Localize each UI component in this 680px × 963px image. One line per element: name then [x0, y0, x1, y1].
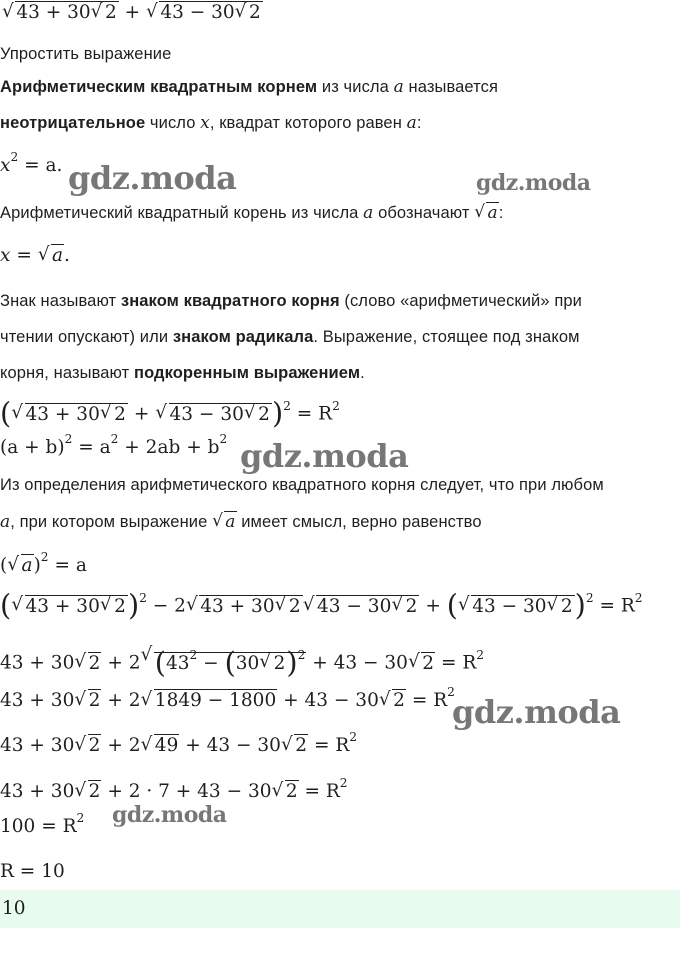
- paragraph-line-2: чтении опускают) или знаком радикала. Выражение, стоящее под знаком: [0, 328, 580, 346]
- equation-step-1: 43 + 30√ 2 + 2√ ($43^2 - (30√$ 2)$^2$ + 43 − 30√ $2 = R^2$: [0, 645, 484, 679]
- equation-root-squared: (√ a)$^2$ = a: [0, 555, 87, 576]
- equation-step-3: 43 + 30√ 2 + 2√ 49 + 43 − 30√ $2 = R^2$: [0, 735, 357, 756]
- equation-step-2: 43 + 30√ 2 + 2√ 1849 − 1800 + 43 − 30√ $2 = R^2$: [0, 690, 455, 711]
- equation-result: R = 10: [0, 861, 65, 882]
- watermark: gdz.moda: [68, 159, 237, 197]
- equation-step-4: 43 + 30√ 2 + 2 · 7 + 43 − 30√ $2 = R^2$: [0, 781, 348, 802]
- formula-square-of-sum: $(a + b)^2 = a^2 + 2ab + b^2$: [0, 432, 228, 458]
- consequence-line-2: a, при котором выражение √ a имеет смысл, верно равенство: [0, 512, 482, 532]
- watermark: gdz.moda: [452, 693, 621, 731]
- equation-expanded: (√ 43 + 30√ 2)$^2$ − 2√ 43 + 30√ 2√ 43 − 30√ 2 + (√ 43 − 30√ $2)^2 = R^2$: [0, 588, 643, 622]
- definition-line-2: неотрицательное число x, квадрат которого равен a:: [0, 113, 422, 133]
- definition-line-1: Арифметическим квадратным корнем из числа a называется: [0, 77, 499, 97]
- paragraph-line-1: Знак называют знаком квадратного корня (слово «арифметический» при: [0, 292, 582, 310]
- answer-panel: [0, 890, 680, 928]
- watermark: gdz.moda: [476, 170, 591, 196]
- equation-x-root: x = √ a.: [0, 245, 70, 266]
- problem-expression: √ 43 + 30√ 2 + √ 43 − 30√ 2: [2, 2, 263, 23]
- answer-value: 10: [2, 898, 26, 919]
- notation-line: Арифметический квадратный корень из числа a обозначают √ a:: [0, 203, 503, 223]
- equation-x-squared: $x^2 = a$.: [0, 150, 63, 176]
- equation-step-5: $100 = R^2$: [0, 811, 85, 837]
- consequence-line-1: Из определения арифметического квадратного корня следует, что при любом: [0, 476, 604, 494]
- watermark: gdz.moda: [112, 802, 227, 828]
- paragraph-line-3: корня, называют подкоренным выражением.: [0, 364, 365, 382]
- task-text: Упростить выражение: [0, 45, 172, 63]
- watermark: gdz.moda: [240, 437, 409, 475]
- equation-square-sum: (√ 43 + 30√ 2 + √ 43 − 30√ $2)^2 = R^2$: [0, 396, 340, 430]
